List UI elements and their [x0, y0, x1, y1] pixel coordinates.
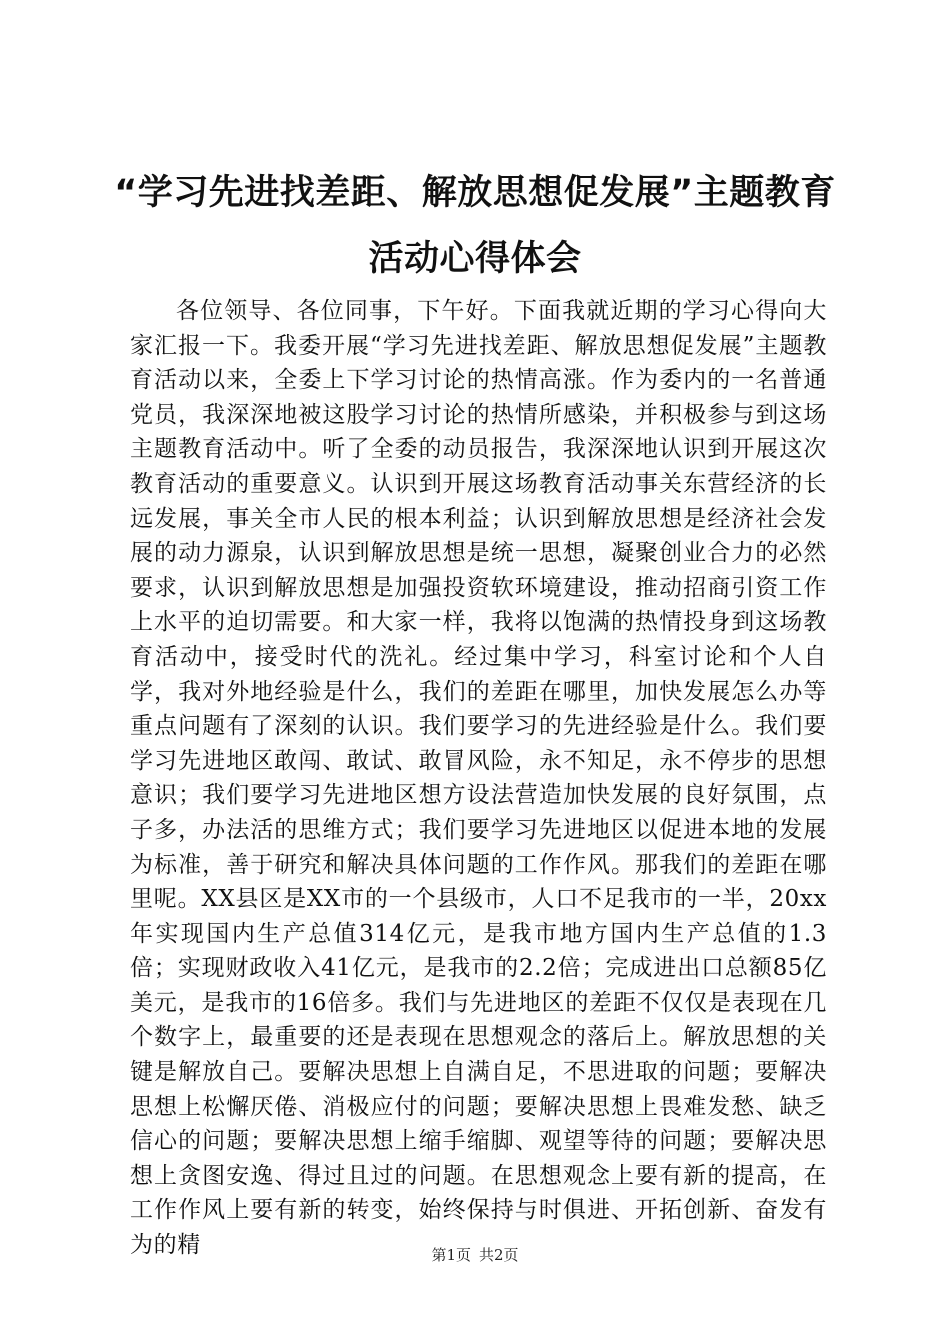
page-number: 第1页 [431, 1246, 471, 1264]
page-footer [0, 1245, 950, 1265]
document-title: “学习先进找差距、解放思想促发展”主题教育活动心得体会 [114, 173, 836, 279]
page-total: 共2页 [479, 1246, 519, 1264]
document-body-paragraph: 各位领导、各位同事，下午好。下面我就近期的学习心得向大家汇报一下。我委开展“学习先进找差距、解放思想促发展”主题教育活动以来，全委上下学习讨论的热情高涨。作为委内的一名普通党员，我深深地被这股学习讨论的热情所感染，并积极参与到这场主题教育活动中。听了全委的动员报告，我深深地认识到开展这次教育活动的重要意义。认识到开展这场教育活动事关东营经济的长远发展，事关全市人民的根本利益；认识到解放思想是经济社会发展的动力源泉，认识到解放思想是统一思想，凝聚创业合力的必然要求，认识到解放思想是加强投资软环境建设，推动招商引资工作上水平的迫切需要。和大家一样，我将以饱满的热情投身到这场教育活动中，接受时代的洗礼。经过集中学习，科室讨论和个人自学，我对外地经验是什么，我们的差距在哪里，加快发展怎么办等重点问题有了深刻的认识。我们要学习的先进经验是什么。我们要学习先进地区敢闯、敢试、敢冒风险，永不知足，永不停步的思想意识；我们要学习先进地区想方设法营造加快发展的良好氛围，点子多，办法活的思维方式；我们要学习先进地区以促进本地的发展为标准，善于研究和解决具体问题的工作作风。那我们的差距在哪里呢。XX县区是XX市的一个县级市，人口不足我市的一半，20xx年实现国内生产总值314亿元，是我市地方国内生产总值的1.3倍；实现财政收入41亿元，是我市的2.2倍；完成进出口总额85亿美元，是我市的16倍多。我们与先进地区的差距不仅仅是表现在几个数字上，最重要的还是表现在思想观念的落后上。解放思想的关键是解放自己。要解决思想上自满自足，不思进取的问题；要解决思想上松懈厌倦、消极应付的问题；要解决思想上畏难发愁、缺乏信心的问题；要解决思想上缩手缩脚、观望等待的问题；要解决思想上贪图安逸、得过且过的问题。在思想观念上要有新的提高，在工作作风上要有新的转变，始终保持与时俱进、开拓创新、奋发有为的精 [130, 298, 827, 1259]
